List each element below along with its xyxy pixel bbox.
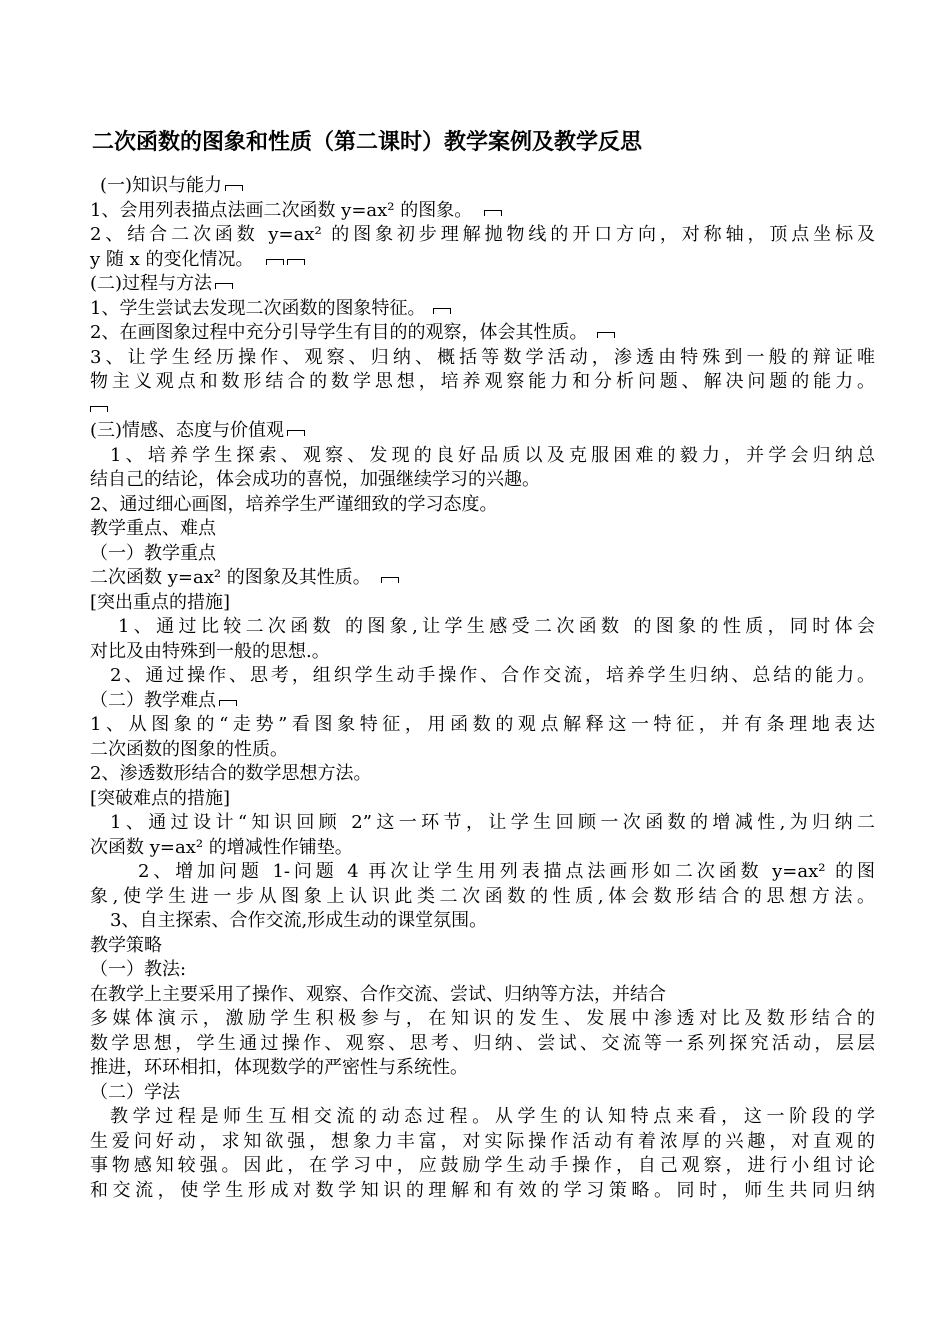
subsection-heading: （二）教学难点 xyxy=(90,689,875,714)
paragraph-mark-icon xyxy=(225,185,243,191)
text-line: 多媒体演示，激励学生积极参与，在知识的发生、发展中渗透对比及数形结合的 xyxy=(90,1008,875,1029)
paragraph-mark-icon xyxy=(433,308,451,314)
text-line: 1、通过设计“知识回顾 2”这一环节，让学生回顾一次函数的增减性,为归纳二 xyxy=(110,812,875,833)
text-line: 3、让学生经历操作、观察、归纳、概括等数学活动，渗透由特殊到一般的辩证唯 xyxy=(90,346,875,368)
paragraph-mark-icon xyxy=(215,283,233,289)
text-line: 2、通过细心画图，培养学生严谨细致的学习态度。 xyxy=(90,493,498,515)
subsection-heading: （一）教学重点 xyxy=(90,542,216,564)
text-line: 和交流，使学生形成对数学知识的理解和有效的学习策略。同时，师生共同归纳 xyxy=(90,1179,875,1201)
paragraph-mark-icon xyxy=(287,259,305,265)
paragraph-mark-icon xyxy=(597,332,615,338)
text-line: 1、通过比较二次函数 的图象,让学生感受二次函数 的图象的性质，同时体会 xyxy=(118,616,875,637)
text-line: 结自己的结论，体会成功的喜悦，加强继续学习的兴趣。 xyxy=(90,469,540,490)
subsection-heading: （一）教法: xyxy=(90,959,187,980)
text-line: 推进，环环相扣，体现数学的严密性与系统性。 xyxy=(90,1057,468,1078)
text-line: 在教学上主要采用了操作、观察、合作交流、尝试、归纳等方法，并结合 xyxy=(90,983,666,1005)
paragraph-mark-icon xyxy=(484,210,502,216)
text-line: 事物感知较强。因此，在学习中，应鼓励学生动手操作，自己观察，进行小组讨论 xyxy=(90,1155,875,1176)
paragraph-mark-icon xyxy=(219,700,237,706)
text-line: [突出重点的措施] xyxy=(90,591,231,613)
text-line: 2、通过操作、思考，组织学生动手操作、合作交流，培养学生归纳、总结的能力。 xyxy=(110,665,875,686)
text-line: 次函数 y=ax² 的增减性作铺垫。 xyxy=(90,836,353,858)
text-line: y 随 x 的变化情况。 xyxy=(90,248,875,273)
section-heading: 教学重点、难点 xyxy=(90,518,216,539)
text-line: 3、自主探索、合作交流,形成生动的课堂氛围。 xyxy=(110,910,488,931)
text-line: 2、结合二次函数 y=ax² 的图象初步理解抛物线的开口方向，对称轴，顶点坐标及 xyxy=(90,224,875,245)
subsection-heading: （二）学法 xyxy=(90,1081,180,1103)
text-line: 对比及由特殊到一般的思想.。 xyxy=(90,640,330,662)
text-line: 二次函数 y=ax² 的图象及其性质。 xyxy=(90,566,875,591)
document-page xyxy=(90,128,875,1203)
text-line: 2、渗透数形结合的数学思想方法。 xyxy=(90,763,372,784)
text-line xyxy=(90,395,875,420)
text-line: 二次函数的图象的性质。 xyxy=(90,738,288,760)
text-line: [突破难点的措施] xyxy=(90,787,231,809)
heading-emotion: (三)情感、态度与价值观 xyxy=(90,419,875,444)
text-line: 2、在画图象过程中充分引导学生有目的的观察，体会其性质。 xyxy=(90,321,875,346)
paragraph-mark-icon xyxy=(266,259,284,265)
heading-process: (二)过程与方法 xyxy=(90,272,875,297)
paragraph-mark-icon xyxy=(90,406,108,412)
text-line: 2、增加问题 1-问题 4 再次让学生用列表描点法画形如二次函数 y=ax² 的图 xyxy=(138,861,875,882)
text-line: 数学思想，学生通过操作、观察、思考、归纳、尝试、交流等一系列探究活动，层层 xyxy=(90,1032,875,1054)
paragraph-mark-icon xyxy=(287,430,305,436)
text-line: 1、会用列表描点法画二次函数 y=ax² 的图象。 xyxy=(90,199,875,224)
document-title: 二次函数的图象和性质（第二课时）教学案例及教学反思 xyxy=(92,130,643,155)
text-line: 物主义观点和数形结合的数学思想，培养观察能力和分析问题、解决问题的能力。 xyxy=(90,371,875,392)
text-line: 教学过程是师生互相交流的动态过程。从学生的认知特点来看，这一阶段的学 xyxy=(110,1106,875,1127)
text-line: 生爱问好动，求知欲强，想象力丰富，对实际操作活动有着浓厚的兴趣，对直观的 xyxy=(90,1130,875,1152)
text-line: 1、学生尝试去发现二次函数的图象特征。 xyxy=(90,297,875,322)
section-heading: 教学策略 xyxy=(90,934,162,956)
text-line: 1、从图象的“走势”看图象特征，用函数的观点解释这一特征，并有条理地表达 xyxy=(90,714,875,735)
paragraph-mark-icon xyxy=(381,577,399,583)
text-line: 象,使学生进一步从图象上认识此类二次函数的性质,体会数形结合的思想方法。 xyxy=(90,885,875,907)
heading-knowledge: (一)知识与能力 xyxy=(90,174,875,199)
text-line: 1、培养学生探索、观察、发现的良好品质以及克服困难的毅力，并学会归纳总 xyxy=(110,444,875,466)
